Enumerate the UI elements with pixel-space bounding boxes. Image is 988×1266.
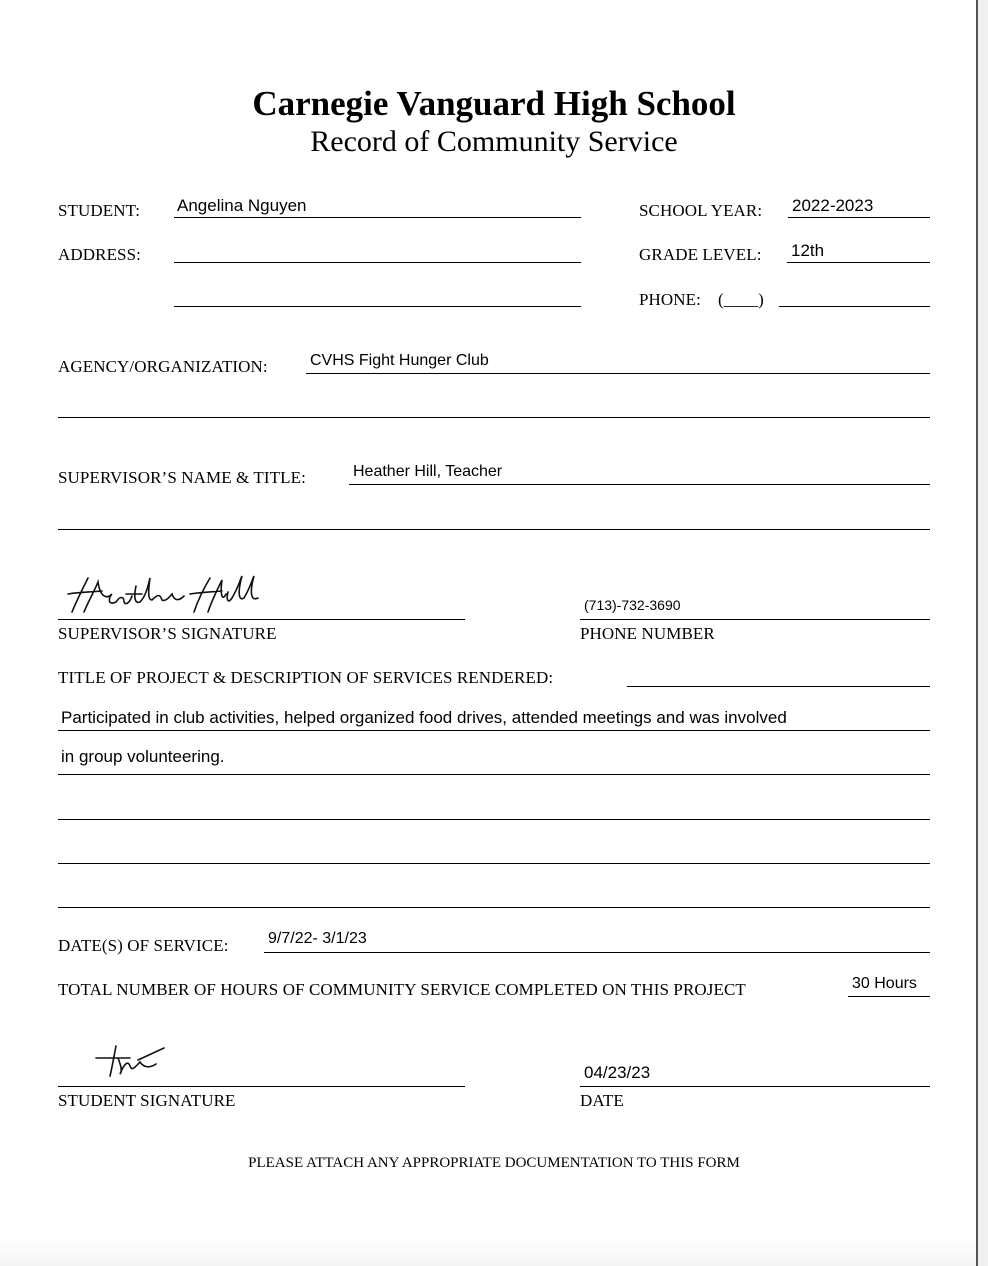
supervisor-value: Heather Hill, Teacher (353, 463, 503, 480)
dates-line[interactable] (264, 952, 930, 953)
supervisor-phone-line[interactable] (580, 619, 930, 620)
grade-level-value: 12th (791, 241, 825, 260)
attachment-notice: PLEASE ATTACH ANY APPROPRIATE DOCUMENTATION TO THIS FORM (248, 1155, 740, 1171)
student-value: Angelina Nguyen (177, 196, 307, 215)
student-line[interactable] (174, 217, 581, 218)
phone-number-label: PHONE NUMBER (580, 624, 715, 643)
student-signature-line[interactable] (58, 1086, 465, 1087)
supervisor-line[interactable] (349, 484, 930, 485)
agency-line[interactable] (306, 373, 930, 374)
project-line-2[interactable] (58, 774, 930, 775)
supervisor-signature-image (62, 572, 272, 620)
project-description-line-1: Participated in club activities, helped organized food drives, attended meetings and was involved (61, 708, 787, 727)
supervisor-signature-line[interactable] (58, 619, 465, 620)
agency-label: AGENCY/ORGANIZATION: (58, 357, 268, 376)
project-label: TITLE OF PROJECT & DESCRIPTION OF SERVICES RENDERED: (58, 668, 554, 687)
project-line-3[interactable] (58, 819, 930, 820)
address-line-2[interactable] (174, 306, 581, 307)
date-value: 04/23/23 (584, 1063, 651, 1082)
supervisor-phone-value: (713)-732-3690 (584, 597, 681, 613)
viewer-gutter (978, 0, 988, 1266)
date-line[interactable] (580, 1086, 930, 1087)
form-title: Record of Community Service (310, 125, 678, 158)
project-line-5[interactable] (58, 907, 930, 908)
grade-level-label: GRADE LEVEL: (639, 245, 762, 264)
project-description-line-2: in group volunteering. (61, 747, 225, 766)
school-year-line[interactable] (788, 217, 930, 218)
agency-line-2[interactable] (58, 417, 930, 418)
hours-value: 30 Hours (852, 975, 917, 992)
student-label: STUDENT: (58, 201, 141, 220)
school-year-label: SCHOOL YEAR: (639, 201, 763, 220)
hours-line[interactable] (848, 996, 930, 997)
hours-label: TOTAL NUMBER OF HOURS OF COMMUNITY SERVICE COMPLETED ON THIS PROJECT (58, 980, 746, 999)
grade-level-line[interactable] (787, 262, 930, 263)
page-bottom-shade (0, 1238, 976, 1266)
phone-line[interactable] (779, 306, 930, 307)
address-line-1[interactable] (174, 262, 581, 263)
student-signature-label: STUDENT SIGNATURE (58, 1091, 236, 1110)
supervisor-line-2[interactable] (58, 529, 930, 530)
project-line-4[interactable] (58, 863, 930, 864)
agency-value: CVHS Fight Hunger Club (310, 352, 489, 369)
school-title: Carnegie Vanguard High School (252, 84, 736, 123)
student-signature-image (94, 1042, 170, 1080)
supervisor-signature-label: SUPERVISOR’S SIGNATURE (58, 624, 277, 643)
project-title-line[interactable] (627, 686, 930, 687)
phone-label: PHONE: (639, 290, 701, 309)
dates-label: DATE(S) OF SERVICE: (58, 936, 229, 955)
supervisor-label: SUPERVISOR’S NAME & TITLE: (58, 468, 306, 487)
date-label: DATE (580, 1091, 624, 1110)
dates-value: 9/7/22- 3/1/23 (268, 930, 367, 947)
project-line-1[interactable] (58, 730, 930, 731)
address-label: ADDRESS: (58, 245, 141, 264)
phone-area-code[interactable]: (____) (718, 290, 764, 309)
school-year-value: 2022-2023 (792, 196, 874, 215)
